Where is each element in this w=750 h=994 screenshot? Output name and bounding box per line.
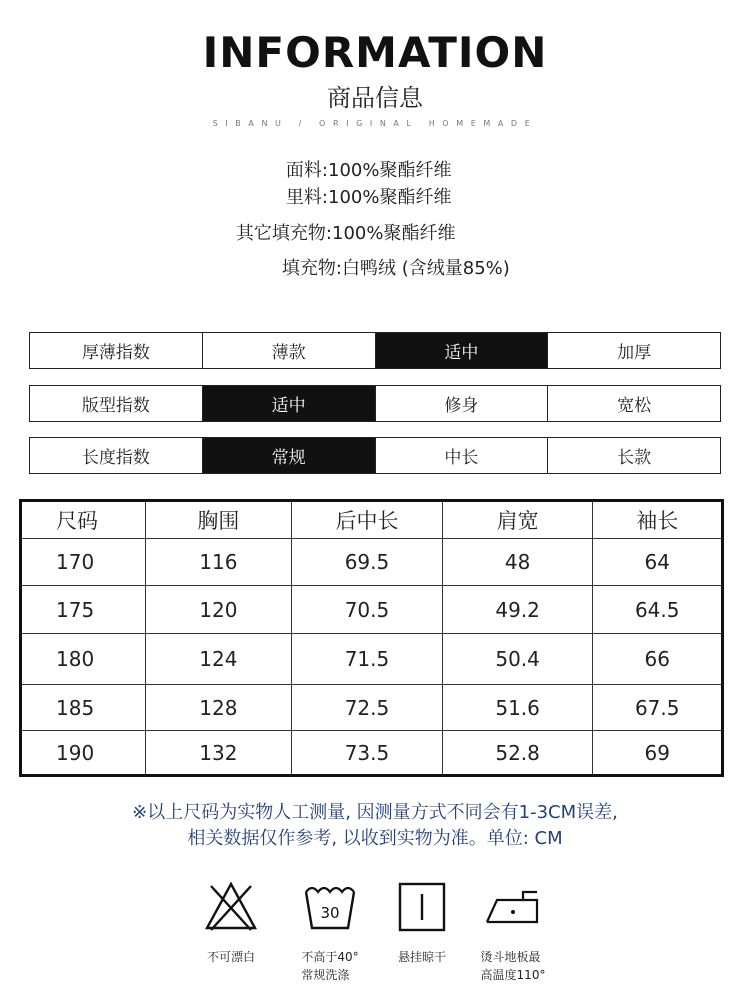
table-cell: 120 xyxy=(145,585,292,634)
index-option: 宽松 xyxy=(617,396,652,416)
care-label: 烫斗地板最 高温度110° xyxy=(480,950,546,982)
table-cell: 132 xyxy=(145,731,292,776)
brand-tagline: SIBANU / ORIGINAL HOMEMADE xyxy=(212,119,538,128)
column-header-sleeve: 袖长 xyxy=(593,501,723,539)
table-cell: 73.5 xyxy=(292,731,443,776)
page-subtitle: 商品信息 xyxy=(327,84,423,112)
material-row-filling xyxy=(0,254,750,280)
iron-icon xyxy=(483,878,543,934)
column-header-size: 尺码 xyxy=(21,501,146,539)
no-bleach-icon xyxy=(203,878,259,934)
table-cell: 66 xyxy=(593,634,723,685)
index-option: 长款 xyxy=(617,448,652,468)
index-option-selected: 常规 xyxy=(203,438,376,473)
table-cell: 51.6 xyxy=(442,684,593,731)
table-cell: 64.5 xyxy=(593,585,723,634)
material-label: 填充物: xyxy=(281,258,342,279)
index-name: 长度指数 xyxy=(30,438,203,473)
hang-dry-icon xyxy=(394,878,450,934)
index-option: 薄款 xyxy=(203,333,376,368)
material-row-fabric xyxy=(0,156,750,182)
measurement-note-unit: 相关数据仅作参考, 以收到实物为准。单位: CM xyxy=(187,828,563,849)
length-index-row xyxy=(29,437,721,474)
table-row xyxy=(21,731,723,776)
material-label: 其它填充物: xyxy=(235,223,332,244)
fit-index-row xyxy=(29,385,721,422)
thickness-index-row xyxy=(29,332,721,369)
table-cell: 67.5 xyxy=(593,684,723,731)
table-cell: 52.8 xyxy=(442,731,593,776)
index-name: 版型指数 xyxy=(30,386,203,421)
index-option: 修身 xyxy=(376,386,549,421)
table-row xyxy=(21,539,723,586)
table-row xyxy=(21,634,723,685)
table-cell: 72.5 xyxy=(292,684,443,731)
care-wash xyxy=(285,878,375,984)
material-value: 100%聚酯纤维 xyxy=(328,160,452,181)
material-value: 白鸭绒 (含绒量85%) xyxy=(342,258,510,279)
page-title: INFORMATION xyxy=(202,28,548,77)
material-row-lining xyxy=(0,183,750,209)
table-cell: 48 xyxy=(442,539,593,586)
table-cell: 71.5 xyxy=(292,634,443,685)
table-cell: 116 xyxy=(145,539,292,586)
material-label: 面料: xyxy=(285,160,328,181)
wash-30-icon xyxy=(302,878,358,934)
table-cell: 170 xyxy=(21,539,146,586)
care-no-bleach xyxy=(186,878,276,966)
table-cell: 124 xyxy=(145,634,292,685)
material-value: 100%聚酯纤维 xyxy=(328,187,452,208)
table-cell: 128 xyxy=(145,684,292,731)
table-cell: 190 xyxy=(21,731,146,776)
column-header-shoulder: 肩宽 xyxy=(442,501,593,539)
care-hang-dry xyxy=(377,878,467,966)
column-header-back-length: 后中长 xyxy=(292,501,443,539)
table-cell: 69 xyxy=(593,731,723,776)
index-option-selected: 适中 xyxy=(376,333,549,368)
table-cell: 175 xyxy=(21,585,146,634)
index-option: 加厚 xyxy=(617,343,652,363)
index-option-selected: 适中 xyxy=(203,386,376,421)
table-cell: 69.5 xyxy=(292,539,443,586)
table-row xyxy=(21,585,723,634)
table-cell: 70.5 xyxy=(292,585,443,634)
index-option: 中长 xyxy=(376,438,549,473)
measurement-note: ※以上尺码为实物人工测量, 因测量方式不同会有1-3CM误差, xyxy=(132,802,618,823)
table-cell: 185 xyxy=(21,684,146,731)
index-name: 厚薄指数 xyxy=(30,333,203,368)
care-label: 不高于40° 常规洗涤 xyxy=(301,950,359,982)
material-label: 里料: xyxy=(285,187,328,208)
table-cell: 50.4 xyxy=(442,634,593,685)
table-cell: 180 xyxy=(21,634,146,685)
table-row xyxy=(21,684,723,731)
table-cell: 49.2 xyxy=(442,585,593,634)
table-cell: 64 xyxy=(593,539,723,586)
care-iron xyxy=(468,878,558,984)
size-table xyxy=(19,499,724,777)
care-label: 不可漂白 xyxy=(206,950,255,964)
column-header-chest: 胸围 xyxy=(145,501,292,539)
care-label: 悬挂晾干 xyxy=(397,950,446,964)
svg-text:30: 30 xyxy=(320,904,340,922)
material-row-other-filling xyxy=(0,219,750,245)
table-header-row xyxy=(21,501,723,539)
material-value: 100%聚酯纤维 xyxy=(332,223,456,244)
